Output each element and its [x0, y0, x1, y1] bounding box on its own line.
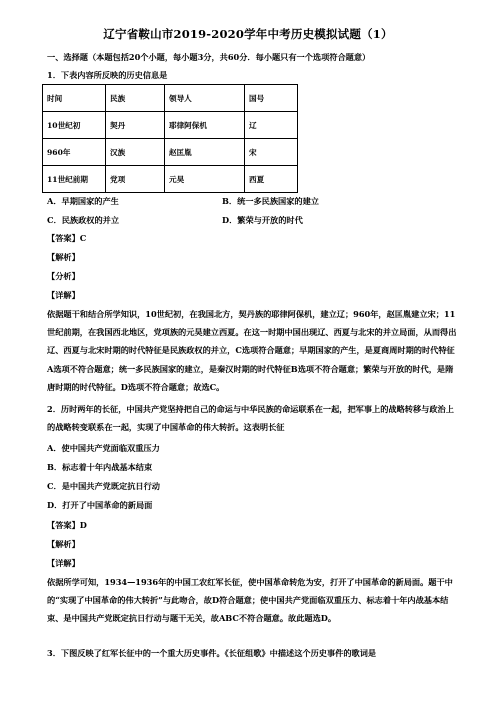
- section-heading: 一、选择题（本题包括20个小题，每小题3分，共60分．每小题只有一个选项符合题意）: [47, 52, 371, 62]
- table-cell: 960年: [43, 139, 106, 166]
- table-cell: 耶律阿保机: [165, 112, 245, 139]
- q1-table: [42, 84, 298, 193]
- q2-answer: 【答案】D: [47, 520, 87, 530]
- table-header-cell: 领导人: [165, 85, 245, 112]
- q2-option-d: D．打开了中国革命的新局面: [47, 500, 153, 510]
- q2-stem: 2．历时两年的长征，中国共产党坚持把自己的命运与中华民族的命运联系在一起，把军事上的战略转移与政治上的战略转变联系在一起，实现了中国革命的伟大转折。这表明长征: [47, 404, 454, 433]
- q2-analysis-label: 【解析】: [47, 539, 80, 549]
- table-row: [43, 166, 298, 193]
- table-cell: 10世纪初: [43, 112, 106, 139]
- q1-stem: 1．下表内容所反映的历史信息是: [47, 70, 168, 80]
- q1-analysis-label: 【解析】: [47, 252, 80, 262]
- table-cell: 元昊: [165, 166, 245, 193]
- table-row: [43, 112, 298, 139]
- table-cell: 赵匡胤: [165, 139, 245, 166]
- q1-detail-label: 【详解】: [47, 290, 80, 300]
- q2-option-c: C．是中国共产党既定抗日行动: [47, 481, 160, 491]
- table-header-cell: 民族: [106, 85, 165, 112]
- q1-analysis-sub-label: 【分析】: [47, 271, 80, 281]
- q2-option-a: A．使中国共产党面临双重压力: [47, 443, 160, 453]
- q1-explanation: 依据题干和结合所学知识，10世纪初，在我国北方，契丹族的耶律阿保机，建立辽；960年，赵匡胤建立宋；11世纪前期，在我国西北地区，党项族的元昊建立西夏。在这一时期中国出现辽、西夏与北宋的并立局面，从而得出辽、西夏与北宋时期的时代特征是民族政权的并立，C选项符合题意；早期国家的产生，是夏商周时期的时代特征A选项不符合题意；统一多民族国家的建立，是秦汉时期的时代特征B选项不符合题意；繁荣与开放的时代，是隋唐时期的时代特征。D选项不符合题意；故选C。: [47, 309, 457, 392]
- table-cell: 辽: [245, 112, 298, 139]
- q1-option-b: B．统一多民族国家的建立: [222, 196, 319, 206]
- q1-option-a: A．早期国家的产生: [47, 196, 119, 206]
- table-cell: 契丹: [106, 112, 165, 139]
- table-header-cell: 时间: [43, 85, 106, 112]
- q1-option-d: D．繁荣与开放的时代: [222, 215, 303, 225]
- q2-option-b: B．标志着十年内战基本结束: [47, 462, 153, 472]
- q1-option-c: C．民族政权的并立: [47, 215, 120, 225]
- table-header-cell: 国号: [245, 85, 298, 112]
- q1-answer: 【答案】C: [47, 233, 87, 243]
- table-cell: 党项: [106, 166, 165, 193]
- table-cell: 11世纪前期: [43, 166, 106, 193]
- table-cell: 西夏: [245, 166, 298, 193]
- table-header-row: [43, 85, 298, 112]
- table-cell: 宋: [245, 139, 298, 166]
- table-row: [43, 139, 298, 166]
- page-title: 辽宁省鞍山市2019-2020学年中考历史模拟试题（1）: [103, 27, 393, 41]
- q3-stem: 3．下图反映了红军长征中的一个重大历史事件。《长征组歌》中描述这个历史事件的歌词是: [47, 648, 377, 658]
- q2-explanation: 依据所学可知，1934—1936年的中国工农红军长征，使中国革命转危为安，打开了中国革命的新局面。题干中的“实现了中国革命的伟大转折”与此吻合，故D符合题意；使中国共产党面临双重压力、标志着十年内战基本结束、是中国共产党既定抗日行动与题干无关，故ABC不符合题意。故此题选D。: [47, 577, 453, 624]
- q2-detail-label: 【详解】: [47, 558, 80, 568]
- table-cell: 汉族: [106, 139, 165, 166]
